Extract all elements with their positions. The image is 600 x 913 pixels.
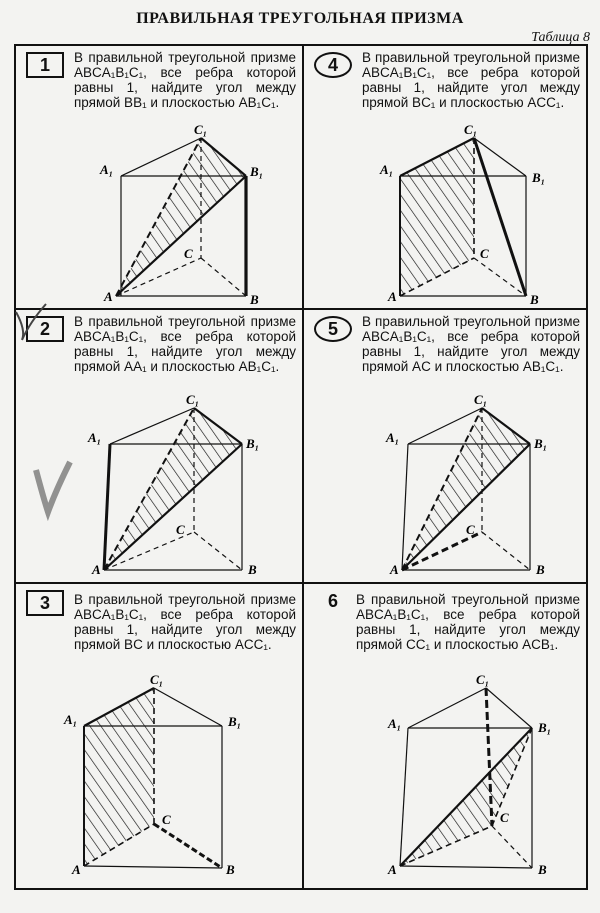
vertex-label-B: B [248, 562, 257, 577]
vertex-label-C1: C₁ [464, 122, 478, 137]
vertex-label-C: C [176, 522, 185, 537]
vertex-label-C1: C₁ [476, 672, 490, 687]
problem-number: 3 [26, 590, 64, 616]
vertex-label-A1: A₁ [88, 430, 102, 445]
vertex-label-B1: B₁ [534, 436, 548, 451]
vertex-label-C: C [466, 522, 475, 537]
vertex-label-B: B [538, 862, 547, 877]
vertex-label-B: B [530, 292, 539, 307]
vertex-label-A: A [390, 562, 399, 577]
vertex-label-A: A [104, 289, 113, 304]
vertex-label-B1: B₁ [532, 170, 546, 185]
vertex-label-B1: B₁ [246, 436, 260, 451]
vertex-label-B: B [250, 292, 259, 307]
problem-text: В правильной треугольной призме ABCA₁B₁C₁, все ребра которой равны 1, найдите угол между прямой BB₁ и плоскостью AB₁C₁. [74, 50, 296, 110]
vertex-label-B: B [226, 862, 235, 877]
problem-text: В правильной треугольной призме ABCA₁B₁C₁, все ребра которой равны 1, найдите угол между прямой BC₁ и плоскостью ACC₁. [362, 50, 580, 110]
check-mark-icon [36, 462, 70, 512]
vertex-label-A1: A₁ [380, 162, 394, 177]
vertex-label-C1: C₁ [186, 392, 200, 407]
vertex-label-C1: C₁ [474, 392, 488, 407]
table-label: Таблица 8 [531, 30, 590, 45]
vertex-label-A1: A₁ [64, 712, 78, 727]
vertex-label-B: B [536, 562, 545, 577]
problem-number: 6 [314, 590, 352, 616]
vertex-label-B1: B₁ [250, 164, 264, 179]
vertex-label-C: C [480, 246, 489, 261]
vertex-label-C: C [162, 812, 171, 827]
problem-text: В правильной треугольной призме ABCA₁B₁C₁, все ребра которой равны 1, найдите угол между прямой AC и плоскостью AB₁C₁. [362, 314, 580, 374]
problem-number: 4 [314, 52, 352, 78]
check-mark-icon [16, 304, 46, 340]
vertex-label-B1: B₁ [538, 720, 552, 735]
problem-text: В правильной треугольной призме ABCA₁B₁C₁, все ребра которой равны 1, найдите угол между прямой CC₁ и плоскостью ACB₁. [356, 592, 580, 652]
vertex-label-B1: B₁ [228, 714, 242, 729]
problem-number: 5 [314, 316, 352, 342]
vertex-label-A1: A₁ [388, 716, 402, 731]
vertex-label-C: C [184, 246, 193, 261]
vertex-label-C1: C₁ [150, 672, 164, 687]
vertex-label-A: A [388, 862, 397, 877]
vertex-label-A: A [72, 862, 81, 877]
vertex-label-A: A [92, 562, 101, 577]
vertex-label-A: A [388, 289, 397, 304]
vertex-label-C1: C₁ [194, 122, 208, 137]
vertex-label-A1: A₁ [386, 430, 400, 445]
problem-number: 2 [26, 316, 64, 342]
page-title: ПРАВИЛЬНАЯ ТРЕУГОЛЬНАЯ ПРИЗМА [136, 10, 464, 27]
problem-number: 1 [26, 52, 64, 78]
vertex-label-A1: A₁ [100, 162, 114, 177]
vertex-label-C: C [500, 810, 509, 825]
problem-text: В правильной треугольной призме ABCA₁B₁C₁, все ребра которой равны 1, найдите угол между прямой BC и плоскостью ACC₁. [74, 592, 296, 652]
problem-text: В правильной треугольной призме ABCA₁B₁C₁, все ребра которой равны 1, найдите угол между прямой AA₁ и плоскостью AB₁C₁. [74, 314, 296, 374]
